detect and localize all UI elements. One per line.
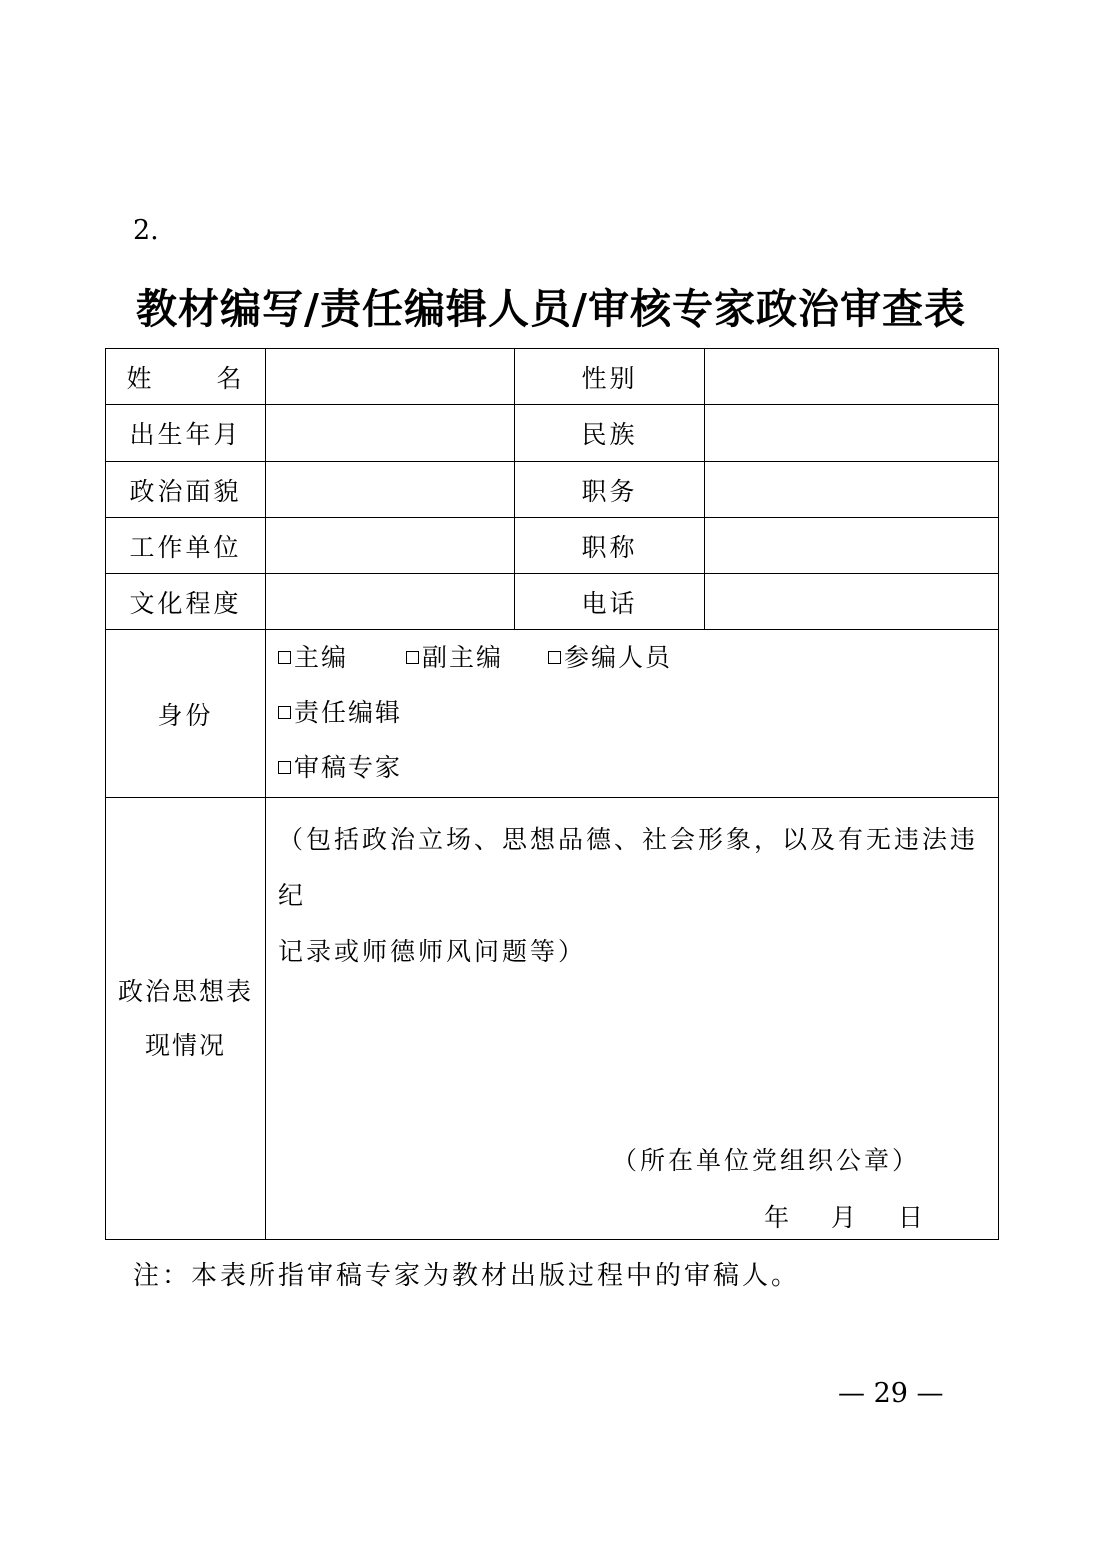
education-label: 文化程度 xyxy=(106,574,266,630)
footnote: 注：本表所指审稿专家为教材出版过程中的审稿人。 xyxy=(133,1261,801,1291)
position-field[interactable] xyxy=(705,462,999,518)
identity-options xyxy=(266,630,999,798)
education-field[interactable] xyxy=(266,574,515,630)
performance-hint-line2: 记录或师德师风问题等） xyxy=(278,937,587,966)
ethnicity-label: 民族 xyxy=(515,405,705,462)
birth-field[interactable] xyxy=(266,405,515,462)
checkbox-icon[interactable] xyxy=(278,706,291,719)
position-label: 职务 xyxy=(515,462,705,518)
performance-field[interactable] xyxy=(266,798,999,1240)
performance-label-line2: 现情况 xyxy=(144,1030,226,1060)
identity-label: 身份 xyxy=(106,630,266,798)
option-chief-editor[interactable]: 主编 xyxy=(278,630,406,685)
option-deputy-editor[interactable]: 副主编 xyxy=(406,630,548,685)
section-number: 2. xyxy=(133,215,159,246)
professional-title-field[interactable] xyxy=(705,518,999,574)
name-label-part1: 姓 xyxy=(126,363,155,393)
gender-field[interactable] xyxy=(705,349,999,405)
workplace-field[interactable] xyxy=(266,518,515,574)
performance-label-line1: 政治思想表 xyxy=(117,976,253,1006)
performance-label xyxy=(106,798,266,1240)
identity-options-row1 xyxy=(266,630,998,685)
workplace-label: 工作单位 xyxy=(106,518,266,574)
name-field[interactable] xyxy=(266,349,515,405)
checkbox-icon[interactable] xyxy=(278,651,291,664)
checkbox-icon[interactable] xyxy=(406,651,419,664)
ethnicity-field[interactable] xyxy=(705,405,999,462)
review-form-table xyxy=(105,348,999,1240)
performance-hint-line1: （包括政治立场、思想品德、社会形象，以及有无违法违纪 xyxy=(278,825,979,910)
date-label: 年 月 日 xyxy=(764,1203,926,1232)
option-responsible-editor[interactable]: 责任编辑 xyxy=(278,685,402,740)
performance-hint xyxy=(266,798,998,980)
professional-title-label: 职称 xyxy=(515,518,705,574)
phone-field[interactable] xyxy=(705,574,999,630)
name-label xyxy=(106,349,266,405)
page-number: — 29 — xyxy=(838,1378,944,1409)
page-title: 教材编写/责任编辑人员/审核专家政治审查表 xyxy=(136,285,966,333)
identity-options-row3 xyxy=(266,740,998,795)
option-review-expert[interactable]: 审稿专家 xyxy=(278,740,402,795)
identity-options-row2 xyxy=(266,685,998,740)
political-status-field[interactable] xyxy=(266,462,515,518)
gender-label: 性别 xyxy=(515,349,705,405)
checkbox-icon[interactable] xyxy=(278,761,291,774)
phone-label: 电话 xyxy=(515,574,705,630)
checkbox-icon[interactable] xyxy=(548,651,561,664)
name-label-part2: 名 xyxy=(216,363,245,393)
party-seal-label: （所在单位党组织公章） xyxy=(611,1146,920,1175)
option-contributor[interactable]: 参编人员 xyxy=(548,630,672,685)
birth-label: 出生年月 xyxy=(106,405,266,462)
political-status-label: 政治面貌 xyxy=(106,462,266,518)
